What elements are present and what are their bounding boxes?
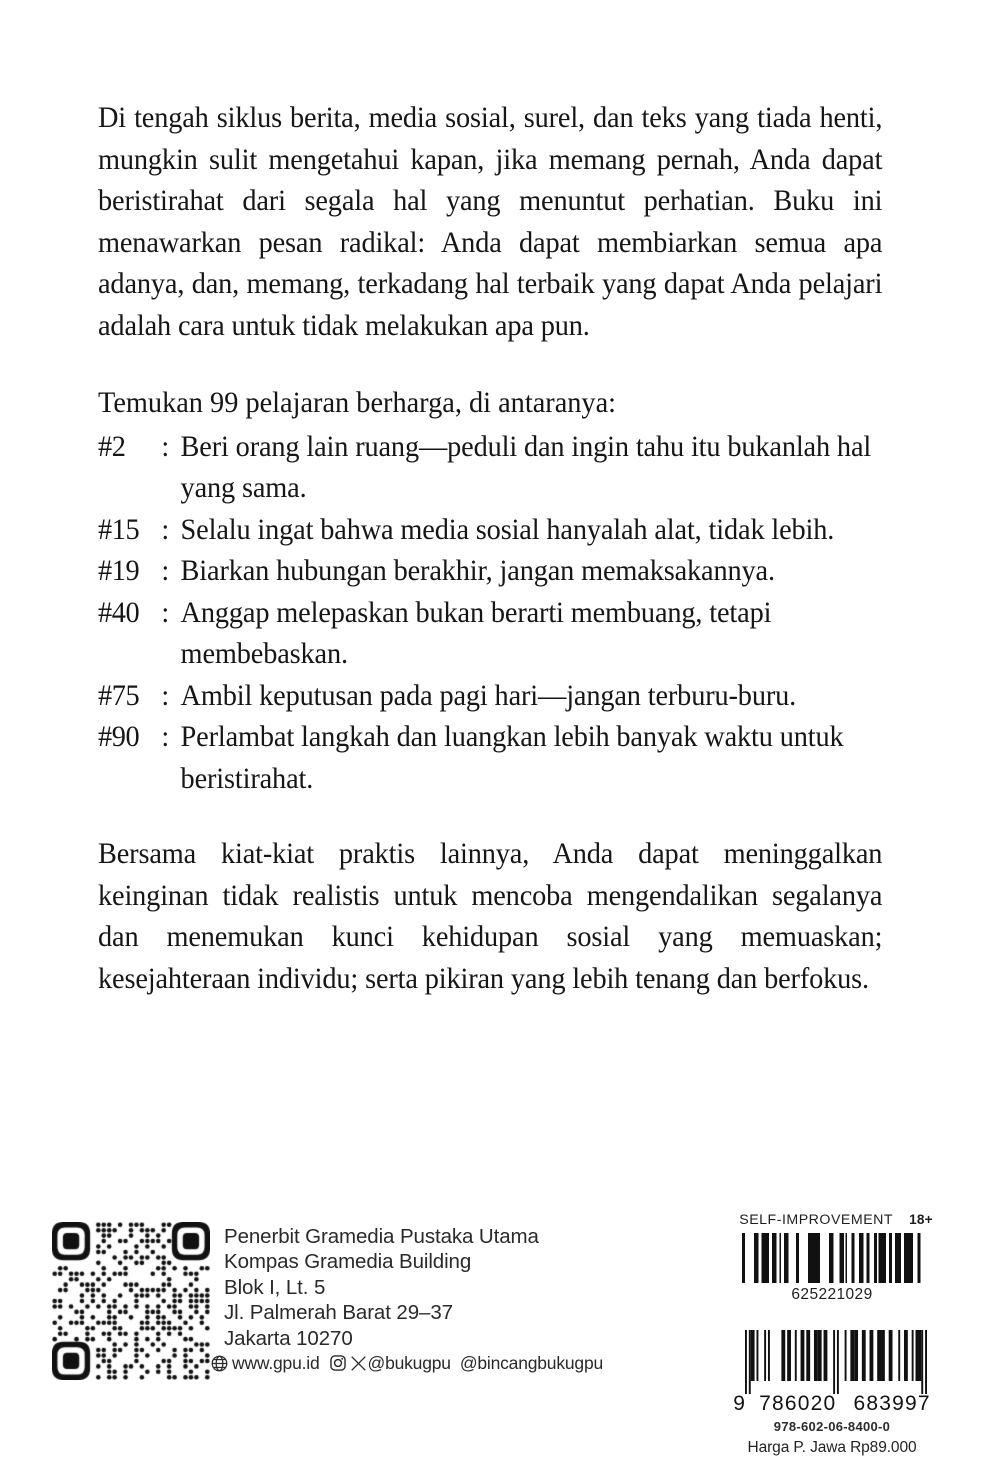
- qr-code[interactable]: [52, 1222, 210, 1380]
- lesson-separator: :: [161, 679, 170, 712]
- ean-group-2: 683997: [853, 1392, 931, 1415]
- outro-paragraph: Bersama kiat-kiat praktis lainnya, Anda dapat meninggalkan keinginan tidak realistis untuk mencoba mengendalikan segalanya dan menemukan kunci kehidupan sosial yang memuaskan; kesejahteraan individu; serta pikiran yang lebih tenang dan berfokus.: [98, 838, 883, 995]
- lesson-number: #15: [98, 513, 140, 546]
- price-label: Harga P. Jawa Rp89.000: [747, 1439, 917, 1456]
- lesson-text: Selalu ingat bahwa media sosial hanyalah alat, tidak lebih.: [180, 513, 835, 546]
- publisher-imprint: [52, 1222, 603, 1380]
- ean13-barcode: [728, 1330, 936, 1394]
- lesson-separator: :: [161, 513, 170, 546]
- x-twitter-icon[interactable]: [350, 1355, 367, 1372]
- social-handle-secondary[interactable]: @bincangbukugpu: [459, 1353, 604, 1374]
- lesson-separator: :: [161, 430, 170, 463]
- intro-paragraph: Di tengah siklus berita, media sosial, surel, dan teks yang tiada henti, mungkin sulit mengetahui kapan, jika memang pernah, Anda dapat beristirahat dari segala hal yang menuntut perhatian. Buku ini menawarkan pesan radikal: Anda dapat membiarkan semua apa adanya, dan, memang, terkadang hal terbaik yang dapat Anda pelajari adalah cara untuk tidak melakukan apa pun.: [98, 102, 883, 342]
- ean-lead-digit: 9: [733, 1392, 747, 1415]
- publisher-city: Jakarta 10270: [224, 1326, 353, 1350]
- publisher-name: Penerbit Gramedia Pustaka Utama: [224, 1225, 539, 1248]
- lesson-number: #75: [98, 679, 140, 712]
- lesson-item: [98, 427, 882, 510]
- lesson-separator: :: [161, 555, 170, 587]
- category-line: [716, 1212, 948, 1228]
- publisher-details: [210, 1222, 603, 1374]
- ean-group-1: 786020: [759, 1392, 837, 1415]
- instagram-icon[interactable]: [329, 1354, 347, 1372]
- lesson-number: #19: [98, 555, 140, 587]
- lesson-list: [98, 427, 882, 801]
- qr-code-icon: [52, 1222, 210, 1380]
- lesson-item: [98, 717, 882, 800]
- lesson-item: [98, 551, 882, 593]
- lesson-item: [98, 510, 882, 552]
- back-cover-content: [98, 98, 882, 1000]
- lesson-list-lead-in: Temukan 99 pelajaran berharga, di antaranya:: [98, 387, 617, 419]
- globe-icon: [210, 1354, 229, 1373]
- website-url[interactable]: www.gpu.id: [232, 1353, 320, 1374]
- social-links: [210, 1352, 603, 1374]
- lesson-text: Anggap melepaskan bukan berarti membuang, tetapi membebaskan.: [180, 596, 772, 670]
- publisher-address: [224, 1222, 603, 1351]
- category-label: SELF-IMPROVEMENT: [739, 1212, 894, 1228]
- age-rating-badge: 18+: [909, 1212, 933, 1227]
- lesson-separator: :: [161, 596, 170, 629]
- lesson-number: #2: [98, 430, 126, 463]
- isbn-number: 978-602-06-8400-0: [773, 1419, 891, 1434]
- lesson-number: #40: [98, 596, 140, 629]
- publisher-street: Jl. Palmerah Barat 29–37: [224, 1301, 453, 1325]
- lesson-text: Beri orang lain ruang—peduli dan ingin tahu itu bukanlah hal yang sama.: [180, 430, 872, 504]
- lesson-text: Perlambat langkah dan luangkan lebih banyak waktu untuk beristirahat.: [180, 721, 844, 795]
- isbn-barcode-group: [716, 1330, 948, 1457]
- social-handle-primary[interactable]: @bukugpu: [367, 1353, 451, 1374]
- lesson-separator: :: [161, 721, 170, 753]
- lesson-number: #90: [98, 721, 140, 753]
- internal-barcode: [739, 1233, 925, 1283]
- lesson-item: [98, 593, 882, 676]
- publisher-block: Blok I, Lt. 5: [224, 1275, 326, 1299]
- lesson-item: [98, 676, 882, 718]
- internal-barcode-number: 625221029: [791, 1286, 873, 1303]
- cover-footer: [0, 1212, 1000, 1466]
- barcode-zone: [716, 1212, 948, 1457]
- publisher-building: Kompas Gramedia Building: [224, 1250, 472, 1274]
- lesson-text: Biarkan hubungan berakhir, jangan memaksakannya.: [180, 555, 775, 587]
- ean13-digits: [716, 1392, 948, 1416]
- lesson-text: Ambil keputusan pada pagi hari—jangan terburu-buru.: [180, 679, 797, 712]
